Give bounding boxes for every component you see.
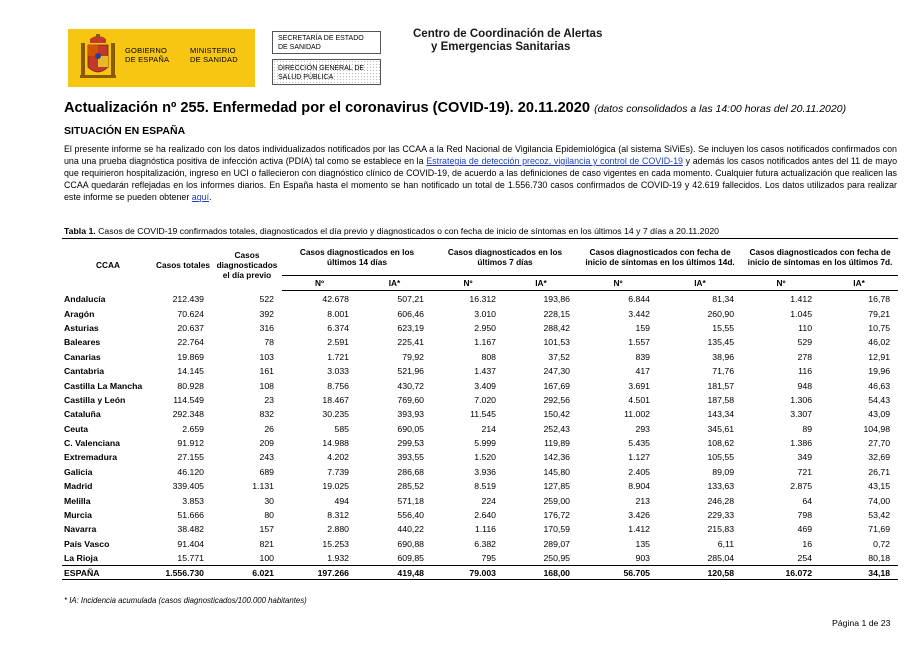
table-cell: 80,18 xyxy=(868,553,891,564)
table-cell: 285,52 xyxy=(397,481,424,492)
table-cell: 135,45 xyxy=(707,337,735,348)
table-cell: 143,34 xyxy=(707,409,735,420)
table-cell: 247,30 xyxy=(543,366,571,377)
table-cell: 161 xyxy=(259,366,274,377)
header-ia: IA* xyxy=(504,276,578,291)
table-row xyxy=(62,378,898,392)
table-cell: 30 xyxy=(264,495,274,506)
table-cell: 16,78 xyxy=(868,294,891,305)
table-caption: Tabla 1. Casos de COVID-19 confirmados totales, diagnosticados el día previo y diagnosticados o con fecha de inicio de síntomas en los últimos 14 y 7 días a 20.11.2020 xyxy=(64,226,720,236)
table-cell: 948 xyxy=(797,380,813,391)
table-cell: 78 xyxy=(264,337,274,348)
title-subtitle: (datos consolidados a las 14:00 horas del 20.11.2020) xyxy=(594,103,847,115)
table-cell: 3.936 xyxy=(474,466,496,477)
table-cell: 80 xyxy=(264,510,274,521)
table-cell: 4.202 xyxy=(327,452,349,463)
table-cell: 690,05 xyxy=(397,423,424,434)
table-cell: 1.412 xyxy=(790,294,813,305)
table-cell: 1.306 xyxy=(790,394,813,405)
section-heading: SITUACIÓN EN ESPAÑA xyxy=(64,125,186,137)
table-cell: 1.721 xyxy=(327,351,349,362)
header-ia: IA* xyxy=(357,276,432,291)
covid-cases-table xyxy=(62,238,898,580)
table-cell: 3.307 xyxy=(790,409,813,420)
ccaa-name: Asturias xyxy=(64,322,99,333)
table-cell: 690,88 xyxy=(397,538,424,549)
table-cell: 15.253 xyxy=(322,538,349,549)
table-cell: 3.426 xyxy=(628,510,651,521)
table-cell: 3.409 xyxy=(474,380,496,391)
table-cell: 1.437 xyxy=(474,366,496,377)
table-row xyxy=(62,537,898,551)
table-cell: 64 xyxy=(802,495,813,506)
table-cell: 81,34 xyxy=(712,294,735,305)
table-row xyxy=(62,479,898,493)
table-cell: 393,93 xyxy=(397,409,424,420)
table-cell: 5.999 xyxy=(474,438,496,449)
table-cell: 51.666 xyxy=(177,510,204,521)
table-cell: 316 xyxy=(259,322,274,333)
table-cell: 89 xyxy=(802,423,813,434)
table-cell: 3.010 xyxy=(474,308,496,319)
table-cell: 299,53 xyxy=(397,438,424,449)
table-cell: 18.467 xyxy=(322,394,349,405)
table-cell: 110 xyxy=(798,322,813,333)
table-cell: 15.771 xyxy=(177,553,204,564)
table-row xyxy=(62,422,898,436)
table-cell: 769,60 xyxy=(397,394,424,405)
header-sint-7: Casos diagnosticados con fecha de inicio de síntomas en los últimos 7d. xyxy=(742,239,898,276)
table-cell: 440,22 xyxy=(397,524,424,535)
header-n: Nº xyxy=(578,276,658,291)
ccaa-name: Cantabria xyxy=(64,366,105,377)
ccaa-name: Extremadura xyxy=(64,452,118,463)
table-cell: 3.853 xyxy=(182,495,204,506)
table-cell: 345,61 xyxy=(707,423,735,434)
table-cell: 38,96 xyxy=(712,351,735,362)
table-cell: 56.705 xyxy=(578,566,658,580)
header-casos-totales: Casos totales xyxy=(154,239,212,291)
table-row xyxy=(62,364,898,378)
table-cell: 14.145 xyxy=(177,366,204,377)
table-cell: 225,41 xyxy=(397,337,424,348)
header-ia: IA* xyxy=(658,276,742,291)
ccaa-name: Aragón xyxy=(64,308,95,319)
table-cell: 19,96 xyxy=(868,366,891,377)
table-cell: 1.127 xyxy=(628,452,651,463)
table-cell: 215,83 xyxy=(707,524,735,535)
table-cell: 74,00 xyxy=(868,495,891,506)
table-cell: 623,19 xyxy=(397,322,424,333)
table-cell: 104,98 xyxy=(863,423,891,434)
table-cell: 285,04 xyxy=(707,553,735,564)
table-cell: 2.950 xyxy=(474,322,496,333)
table-cell: 6.021 xyxy=(212,566,282,580)
intro-paragraph: El presente informe se ha realizado con los datos individualizados notificados por las CCAA a la Red Nacional de Vigilancia Epidemiológica (al sistema SiViEs). Se incluyen los casos notificados confirmados con una una prueba diagnóstica positiva de infección activa (PDIA) tal como se establece en la Estrategia de detección precoz, vigilancia y control de COVID-19 y además los casos notificados antes del 11 de mayo que requirieron hospitalización, ingreso en UCI o fallecieron con diagnóstico clínico de COVID-19, de acuerdo a las definiciones de caso vigentes en cada momento. Cualquier futura actualización que realicen las CCAA quedarán reflejadas en los informes diarios. En España hasta el momento se han notificado un total de 1.556.730 casos confirmados de COVID-19 y 42.619 fallecidos. Los datos utilizados para realizar este informe se pueden obtener aquí. xyxy=(64,144,898,202)
table-cell: 289,07 xyxy=(543,538,571,549)
table-row xyxy=(62,306,898,320)
table-cell: 1.045 xyxy=(790,308,813,319)
ccaa-name: La Rioja xyxy=(64,553,98,564)
government-logo xyxy=(68,29,255,87)
direccion-box: DIRECCIÓN GENERAL DE SALUD PÚBLICA xyxy=(272,59,381,85)
table-cell: 19.869 xyxy=(177,351,204,362)
table-cell: 392 xyxy=(259,308,274,319)
table-cell: 170,59 xyxy=(543,524,571,535)
table-cell: 349 xyxy=(797,452,813,463)
table-row xyxy=(62,291,898,307)
table-cell: 4.501 xyxy=(628,394,651,405)
table-row xyxy=(62,436,898,450)
table-cell: 259,00 xyxy=(543,495,571,506)
table-cell: 228,15 xyxy=(543,308,571,319)
table-cell: 293 xyxy=(635,423,651,434)
table-cell: 821 xyxy=(259,538,274,549)
table-cell: 288,42 xyxy=(543,322,571,333)
table-cell: 229,33 xyxy=(707,510,735,521)
table-cell: 286,68 xyxy=(397,466,424,477)
table-cell: 34,18 xyxy=(820,566,898,580)
ccaa-name: País Vasco xyxy=(64,538,110,549)
table-row xyxy=(62,350,898,364)
table-cell: 417 xyxy=(635,366,651,377)
ccaa-name: Galicia xyxy=(64,466,93,477)
table-cell: 339.405 xyxy=(172,481,204,492)
table-cell: 103 xyxy=(259,351,274,362)
table-cell: 0,72 xyxy=(873,538,891,549)
table-cell: 101,53 xyxy=(543,337,571,348)
table-cell: 209 xyxy=(259,438,274,449)
table-cell: 1.557 xyxy=(628,337,651,348)
ccaa-name: Murcia xyxy=(64,510,93,521)
ccaa-name: Ceuta xyxy=(64,423,89,434)
table-cell: 53,42 xyxy=(868,510,891,521)
table-cell: 3.442 xyxy=(628,308,651,319)
table-cell: 8.756 xyxy=(327,380,349,391)
table-cell: 393,55 xyxy=(397,452,424,463)
table-cell: 133,63 xyxy=(707,481,735,492)
table-row xyxy=(62,493,898,507)
table-cell: 8.312 xyxy=(327,510,349,521)
table-row xyxy=(62,508,898,522)
table-cell: 108 xyxy=(259,380,274,391)
table-cell: 16.072 xyxy=(742,566,820,580)
table-cell: 46.120 xyxy=(177,466,204,477)
table-cell: 142,36 xyxy=(543,452,571,463)
gov-label: GOBIERNO DE ESPAÑA xyxy=(125,46,170,64)
table-cell: 89,09 xyxy=(712,466,735,477)
table-row xyxy=(62,321,898,335)
ccaa-name: Navarra xyxy=(64,524,97,535)
table-cell: 46,63 xyxy=(868,380,891,391)
ccaa-name: Melilla xyxy=(64,495,91,506)
table-cell: 606,46 xyxy=(397,308,424,319)
table-cell: 197.266 xyxy=(282,566,357,580)
table-cell: 6.374 xyxy=(327,322,349,333)
table-cell: 10,75 xyxy=(868,322,891,333)
ccaa-name: Cataluña xyxy=(64,409,101,420)
secretaria-box: SECRETARÍA DE ESTADO DE SANIDAD xyxy=(272,31,381,54)
table-cell: 839 xyxy=(635,351,651,362)
table-cell: 120,58 xyxy=(658,566,742,580)
table-cell: 8.519 xyxy=(474,481,496,492)
table-cell: 70.624 xyxy=(177,308,204,319)
table-cell: 243 xyxy=(259,452,274,463)
strategy-link[interactable]: Estrategia de detección precoz, vigilancia y control de COVID-19 xyxy=(426,156,683,166)
table-cell: 11.545 xyxy=(470,409,496,420)
footnote: * IA: Incidencia acumulada (casos diagnosticados/100.000 habitantes) xyxy=(64,596,307,605)
table-row xyxy=(62,551,898,566)
table-cell: 224 xyxy=(481,495,496,506)
table-row xyxy=(62,522,898,536)
page-number: Página 1 de 23 xyxy=(832,618,891,628)
table-cell: 114.549 xyxy=(173,394,204,405)
table-cell: 8.904 xyxy=(628,481,651,492)
header-dia-previo: Casos diagnosticados el día previo xyxy=(212,239,282,291)
ccaa-name: Castilla y León xyxy=(64,394,126,405)
table-cell: 808 xyxy=(481,351,496,362)
table-cell: 2.591 xyxy=(327,337,349,348)
table-cell: 108,62 xyxy=(707,438,735,449)
table-cell: 16.312 xyxy=(469,294,496,305)
header-n: Nº xyxy=(282,276,357,291)
table-cell: 135 xyxy=(635,538,651,549)
table-cell: 15,55 xyxy=(712,322,735,333)
table-cell: 193,86 xyxy=(543,294,571,305)
table-cell: 529 xyxy=(797,337,813,348)
table-cell: 494 xyxy=(334,495,349,506)
table-cell: 278 xyxy=(797,351,813,362)
table-cell: 26 xyxy=(264,423,274,434)
table-cell: 795 xyxy=(481,553,496,564)
table-cell: 214 xyxy=(481,423,496,434)
table-cell: 2.405 xyxy=(628,466,651,477)
header-diag-14: Casos diagnosticados en los últimos 14 días xyxy=(282,239,432,276)
table-cell: 11.002 xyxy=(624,409,651,420)
table-cell: 157 xyxy=(259,524,274,535)
ccaa-name: Canarias xyxy=(64,351,101,362)
total-label: ESPAÑA xyxy=(62,566,154,580)
table-cell: 27,70 xyxy=(868,438,891,449)
data-download-link[interactable]: aquí xyxy=(191,192,210,202)
table-cell: 19.025 xyxy=(322,481,349,492)
table-cell: 119,89 xyxy=(544,438,571,449)
table-cell: 3.691 xyxy=(628,380,651,391)
table-cell: 23 xyxy=(264,394,274,405)
header-n: Nº xyxy=(742,276,820,291)
table-cell: 1.167 xyxy=(474,337,496,348)
table-cell: 168,00 xyxy=(504,566,578,580)
table-cell: 469 xyxy=(797,524,813,535)
ccaa-name: Castilla La Mancha xyxy=(64,380,143,391)
table-cell: 145,80 xyxy=(543,466,571,477)
table-cell: 1.131 xyxy=(252,481,274,492)
table-cell: 181,57 xyxy=(707,380,735,391)
table-cell: 2.880 xyxy=(327,524,349,535)
table-cell: 1.412 xyxy=(628,524,651,535)
table-cell: 292,56 xyxy=(543,394,571,405)
table-cell: 1.386 xyxy=(790,438,813,449)
table-cell: 798 xyxy=(797,510,813,521)
table-cell: 100 xyxy=(259,553,274,564)
table-cell: 556,40 xyxy=(397,510,424,521)
table-cell: 522 xyxy=(259,293,274,304)
ccaa-name: Madrid xyxy=(64,481,93,492)
table-cell: 832 xyxy=(259,409,274,420)
table-cell: 507,21 xyxy=(397,294,424,305)
header-ia: IA* xyxy=(820,276,898,291)
table-cell: 252,43 xyxy=(543,423,571,434)
table-cell: 79.003 xyxy=(432,566,504,580)
table-cell: 1.932 xyxy=(327,553,349,564)
table-cell: 1.556.730 xyxy=(154,566,212,580)
table-cell: 14.988 xyxy=(322,438,349,449)
table-cell: 167,69 xyxy=(543,380,571,391)
table-cell: 1.116 xyxy=(474,524,496,535)
ministry-label: MINISTERIO DE SANIDAD xyxy=(190,46,238,64)
table-cell: 571,18 xyxy=(397,495,424,506)
table-cell: 71,69 xyxy=(868,524,891,535)
table-cell: 32,69 xyxy=(868,452,891,463)
table-cell: 105,55 xyxy=(707,452,735,463)
table-cell: 150,42 xyxy=(543,409,571,420)
table-cell: 187,58 xyxy=(707,394,735,405)
table-row xyxy=(62,407,898,421)
table-cell: 71,76 xyxy=(712,366,735,377)
table-cell: 43,09 xyxy=(868,409,891,420)
table-cell: 116 xyxy=(798,366,813,377)
table-cell: 292.348 xyxy=(172,409,204,420)
table-cell: 54,43 xyxy=(868,394,891,405)
coat-of-arms-icon xyxy=(80,33,116,83)
table-row xyxy=(62,335,898,349)
ccaa-name: Andalucía xyxy=(64,293,106,304)
header-ccaa: CCAA xyxy=(62,239,154,291)
table-cell: 260,90 xyxy=(707,308,735,319)
table-cell: 213 xyxy=(635,495,651,506)
table-cell: 8.001 xyxy=(327,308,349,319)
table-cell: 20.637 xyxy=(177,322,204,333)
table-cell: 91.404 xyxy=(177,538,204,549)
table-cell: 1.520 xyxy=(474,452,496,463)
table-cell: 419,48 xyxy=(357,566,432,580)
table-cell: 22.764 xyxy=(177,337,204,348)
ccaa-name: Baleares xyxy=(64,337,101,348)
center-title: Centro de Coordinación de Alertas y Emergencias Sanitarias xyxy=(413,28,603,53)
table-row xyxy=(62,465,898,479)
ccaa-name: C. Valenciana xyxy=(64,438,121,449)
table-cell: 80.928 xyxy=(177,380,204,391)
table-cell: 79,92 xyxy=(402,351,424,362)
table-cell: 7.020 xyxy=(474,394,496,405)
header-n: Nº xyxy=(432,276,504,291)
table-cell: 42.678 xyxy=(322,294,349,305)
table-cell: 91.912 xyxy=(177,438,204,449)
table-cell: 6.844 xyxy=(628,294,651,305)
table-cell: 38.482 xyxy=(177,524,204,535)
table-cell: 159 xyxy=(635,322,651,333)
table-cell: 7.739 xyxy=(327,466,349,477)
table-cell: 3.033 xyxy=(327,366,349,377)
table-cell: 430,72 xyxy=(397,380,424,391)
table-cell: 903 xyxy=(635,553,651,564)
table-cell: 16 xyxy=(802,538,813,549)
header-diag-7: Casos diagnosticados en los últimos 7 días xyxy=(432,239,578,276)
table-total-row xyxy=(62,566,898,580)
table-cell: 5.435 xyxy=(628,438,651,449)
table-cell: 254 xyxy=(797,553,813,564)
table-cell: 46,02 xyxy=(868,337,891,348)
table-cell: 2.875 xyxy=(790,481,813,492)
page-title: Actualización nº 255. Enfermedad por el coronavirus (COVID-19). 20.11.2020 (datos consolidados a las 14:00 horas del 20.11.2020) xyxy=(64,100,847,116)
table-cell: 37,52 xyxy=(548,351,571,362)
table-cell: 6.382 xyxy=(474,538,496,549)
table-cell: 689 xyxy=(259,466,274,477)
table-cell: 585 xyxy=(334,423,349,434)
table-cell: 27.155 xyxy=(177,452,204,463)
table-cell: 43,15 xyxy=(868,481,891,492)
table-cell: 30.235 xyxy=(322,409,349,420)
header-sint-14: Casos diagnosticados con fecha de inicio de síntomas en los últimos 14d. xyxy=(578,239,742,276)
table-cell: 212.439 xyxy=(172,293,204,304)
table-cell: 246,28 xyxy=(707,495,735,506)
table-cell: 609,85 xyxy=(397,553,424,564)
table-cell: 2.659 xyxy=(182,423,204,434)
table-cell: 127,85 xyxy=(543,481,571,492)
table-row xyxy=(62,393,898,407)
table-cell: 12,91 xyxy=(868,351,891,362)
table-cell: 250,95 xyxy=(543,553,571,564)
table-cell: 26,71 xyxy=(868,466,891,477)
table-row xyxy=(62,450,898,464)
table-cell: 521,96 xyxy=(397,366,424,377)
table-cell: 6,11 xyxy=(717,538,735,549)
table-cell: 79,21 xyxy=(868,308,891,319)
table-cell: 721 xyxy=(797,466,813,477)
table-cell: 2.640 xyxy=(474,510,496,521)
table-cell: 176,72 xyxy=(543,510,571,521)
